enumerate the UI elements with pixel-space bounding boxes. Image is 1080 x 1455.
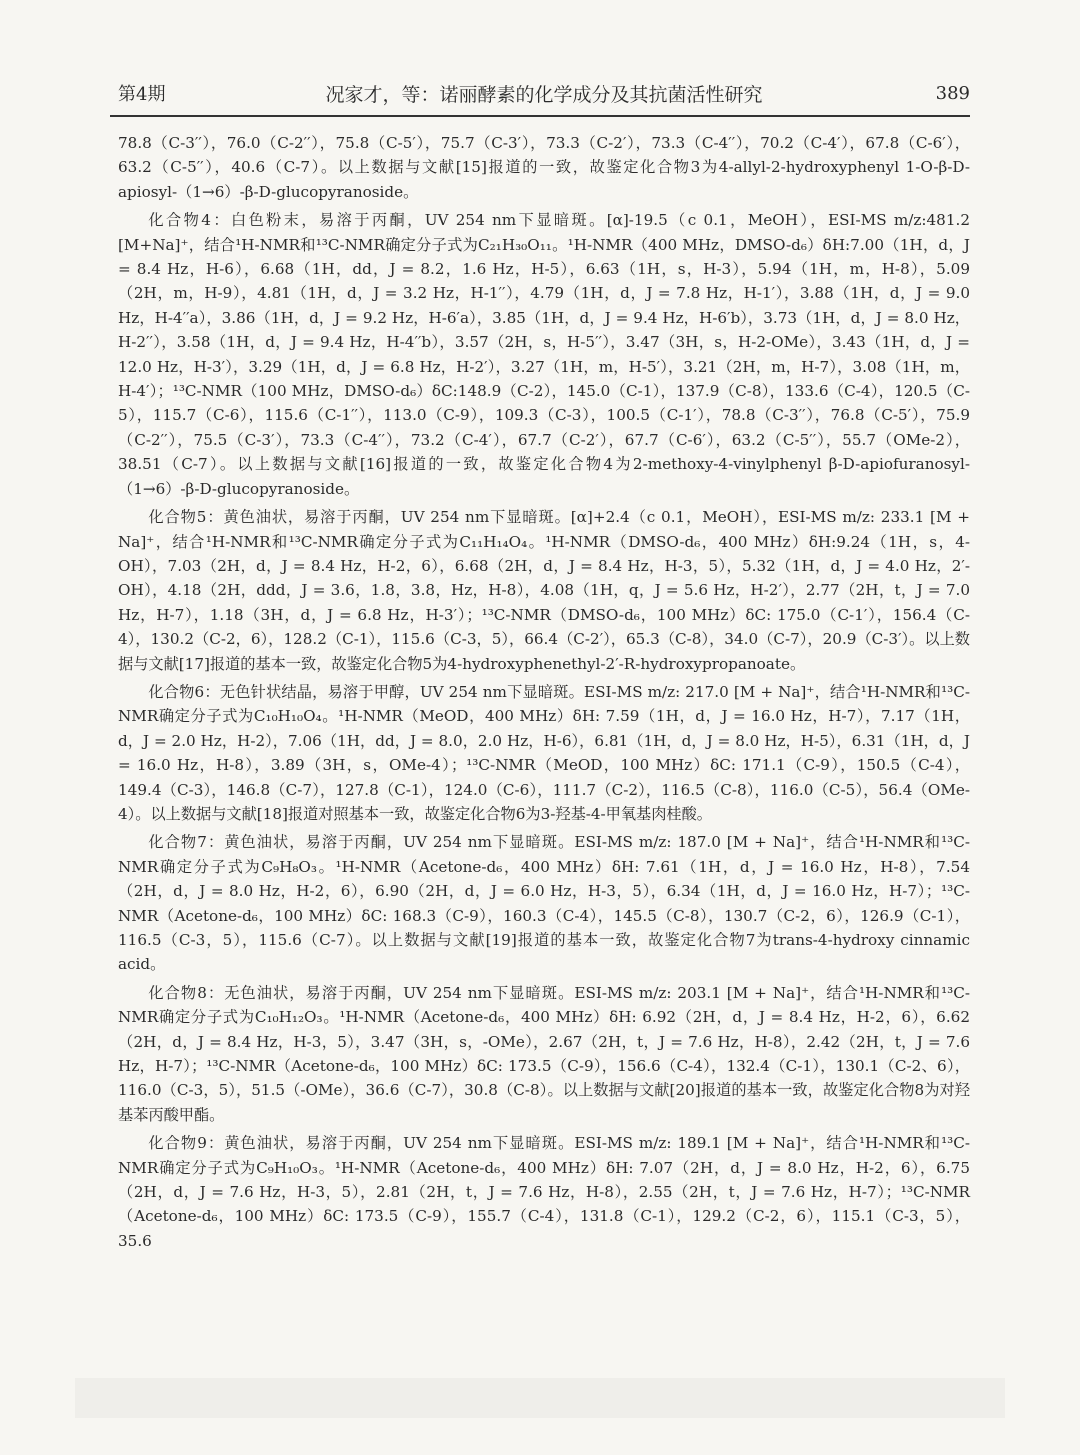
paragraph-compound-5: 化合物5：黄色油状，易溶于丙酮，UV 254 nm下显暗斑。[α]+2.4（c 0.1，MeOH），ESI-MS m/z: 233.1 [M + Na]⁺，结合¹H-NMR和¹³C-NMR确定分子式为C₁₁H₁₄O₄。¹H-NMR（DMSO-d₆，400 MHz）δH:9.24（1H，s，4-OH），7.03（2H，d，J = 8.4 Hz，H-2，6），6.68（2H，d，J = 8.4 Hz，H-3，5），5.32（1H，d，J = 4.0 Hz，2′-OH），4.18（2H，ddd，J = 3.6，1.8，3.8，Hz，H-8），4.08（1H，q，J = 5.6 Hz，H-2′），2.77（2H，t，J = 7.0 Hz，H-7），1.18（3H，d，J = 6.8 Hz，H-3′）；¹³C-NMR（DMSO-d₆，100 MHz）δC: 175.0（C-1′），156.4（C-4），130.2（C-2，6），128.2（C-1），115.6（C-3，5），66.4（C-2′），65.3（C-8），34.0（C-7），20.9（C-3′）。以上数据与文献[17]报道的基本一致，故鉴定化合物5为4-hydroxyphenethyl-2′-R-hydroxypropanoate。 (118, 508, 970, 673)
paragraph-compound-4: 化合物4：白色粉末，易溶于丙酮，UV 254 nm下显暗斑。[α]-19.5（c 0.1，MeOH），ESI-MS m/z:481.2 [M+Na]⁺，结合¹H-NMR和¹³C-NMR确定分子式为C₂₁H₃₀O₁₁。¹H-NMR（400 MHz，DMSO-d₆）δH:7.00（1H，d，J = 8.4 Hz，H-6），6.68（1H，dd，J = 8.2，1.6 Hz，H-5），6.63（1H，s，H-3），5.94（1H，m，H-8），5.09（2H，m，H-9），4.81（1H，d，J = 3.2 Hz，H-1′′），4.79（1H，d，J = 7.8 Hz，H-1′），3.88（1H，d，J = 9.0 Hz，H-4′′a），3.86（1H，d，J = 9.2 Hz，H-6′a），3.85（1H，d，J = 9.4 Hz，H-6′b），3.73（1H，d，J = 8.0 Hz，H-2′′），3.58（1H，d，J = 9.4 Hz，H-4′′b），3.57（2H，s，H-5′′），3.47（3H，s，H-2-OMe），3.43（1H，d，J = 12.0 Hz，H-3′），3.29（1H，d，J = 6.8 Hz，H-2′），3.27（1H，m，H-5′），3.21（2H，m，H-7），3.08（1H，m，H-4′）；¹³C-NMR（100 MHz，DMSO-d₆）δC:148.9（C-2），145.0（C-1），137.9（C-8），133.6（C-4），120.5（C-5），115.7（C-6），115.6（C-1′′），113.0（C-9），109.3（C-3），100.5（C-1′），78.8（C-3′′），76.8（C-5′），75.9（C-2′′），75.5（C-3′），73.3（C-4′′），73.2（C-4′），67.7（C-2′），67.7（C-6′），63.2（C-5′′），55.7（OMe-2），38.51（C-7）。以上数据与文献[16]报道的一致，故鉴定化合物4为2-methoxy-4-vinylphenyl β-D-apiofuranosyl-（1→6）-β-D-glucopyranoside。 (118, 211, 970, 498)
paragraph-compound-9: 化合物9：黄色油状，易溶于丙酮，UV 254 nm下显暗斑。ESI-MS m/z: 189.1 [M + Na]⁺，结合¹H-NMR和¹³C-NMR确定分子式为C₉H₁₀O₃。¹H-NMR（Acetone-d₆，400 MHz）δH: 7.07（2H，d，J = 8.0 Hz，H-2，6），6.75（2H，d，J = 7.6 Hz，H-3，5），2.81（2H，t，J = 7.6 Hz，H-8），2.55（2H，t，J = 7.6 Hz，H-7）；¹³C-NMR（Acetone-d₆，100 MHz）δC: 173.5（C-9），155.7（C-4），131.8（C-1），129.2（C-2，6），115.1（C-3，5），35.6 (118, 1134, 970, 1250)
paragraph-compound-7: 化合物7：黄色油状，易溶于丙酮，UV 254 nm下显暗斑。ESI-MS m/z: 187.0 [M + Na]⁺，结合¹H-NMR和¹³C-NMR确定分子式为C₉H₈O₃。¹H-NMR（Acetone-d₆，400 MHz）δH: 7.61（1H，d，J = 16.0 Hz，H-8），7.54（2H，d，J = 8.0 Hz，H-2，6），6.90（2H，d，J = 6.0 Hz，H-3，5），6.34（1H，d，J = 16.0 Hz，H-7）；¹³C-NMR（Acetone-d₆，100 MHz）δC: 168.3（C-9），160.3（C-4），145.5（C-8），130.7（C-2，6），126.9（C-1），116.5（C-3，5），115.6（C-7）。以上数据与文献[19]报道的基本一致，故鉴定化合物7为trans-4-hydroxy cinnamic acid。 (118, 833, 970, 974)
running-header (118, 78, 970, 108)
paragraph-compound-3-end: 78.8（C-3′′），76.0（C-2′′），75.8（C-5′），75.7（C-3′），73.3（C-2′），73.3（C-4′′），70.2（C-4′），67.8（C-6′），63.2（C-5′′），40.6（C-7）。以上数据与文献[15]报道的一致，故鉴定化合物3为4-allyl-2-hydroxyphenyl 1-O-β-D-apiosyl-（1→6）-β-D-glucopyranoside。 (118, 134, 970, 201)
issue-label: 第4期 (118, 84, 166, 105)
paragraph-compound-6: 化合物6：无色针状结晶，易溶于甲醇，UV 254 nm下显暗斑。ESI-MS m/z: 217.0 [M + Na]⁺，结合¹H-NMR和¹³C-NMR确定分子式为C₁₀H₁₀O₄。¹H-NMR（MeOD，400 MHz）δH: 7.59（1H，d，J = 16.0 Hz，H-7），7.17（1H，d，J = 2.0 Hz，H-2），7.06（1H，dd，J = 8.0，2.0 Hz，H-6），6.81（1H，d，J = 8.0 Hz，H-5），6.31（1H，d，J = 16.0 Hz，H-8），3.89（3H，s，OMe-4）；¹³C-NMR（MeOD，100 MHz）δC: 171.1（C-9），150.5（C-4），149.4（C-3），146.8（C-7），127.8（C-1），124.0（C-6），111.7（C-2），116.5（C-8），116.0（C-5），56.4（OMe-4）。以上数据与文献[18]报道对照基本一致，故鉴定化合物6为3-羟基-4-甲氧基肉桂酸。 (118, 682, 970, 823)
paragraph-compound-8: 化合物8：无色油状，易溶于丙酮，UV 254 nm下显暗斑。ESI-MS m/z: 203.1 [M + Na]⁺，结合¹H-NMR和¹³C-NMR确定分子式为C₁₀H₁₂O₃。¹H-NMR（Acetone-d₆，400 MHz）δH: 6.92（2H，d，J = 8.4 Hz，H-2，6），6.62（2H，d，J = 8.4 Hz，H-3，5），3.47（3H，s，-OMe），2.67（2H，t，J = 7.6 Hz，H-8），2.42（2H，t，J = 7.6 Hz，H-7）；¹³C-NMR（Acetone-d₆，100 MHz）δC: 173.5（C-9），156.6（C-4），132.4（C-1），130.1（C-2、6），116.0（C-3，5），51.5（-OMe），36.6（C-7），30.8（C-8）。以上数据与文献[20]报道的基本一致，故鉴定化合物8为对羟基苯丙酸甲酯。 (118, 983, 970, 1124)
running-title: 况家才，等：诺丽酵素的化学成分及其抗菌活性研究 (325, 83, 763, 106)
bottom-scan-shadow (75, 1378, 1005, 1418)
header-rule (110, 115, 970, 117)
article-body (118, 131, 970, 1257)
page-number: 389 (935, 82, 970, 104)
